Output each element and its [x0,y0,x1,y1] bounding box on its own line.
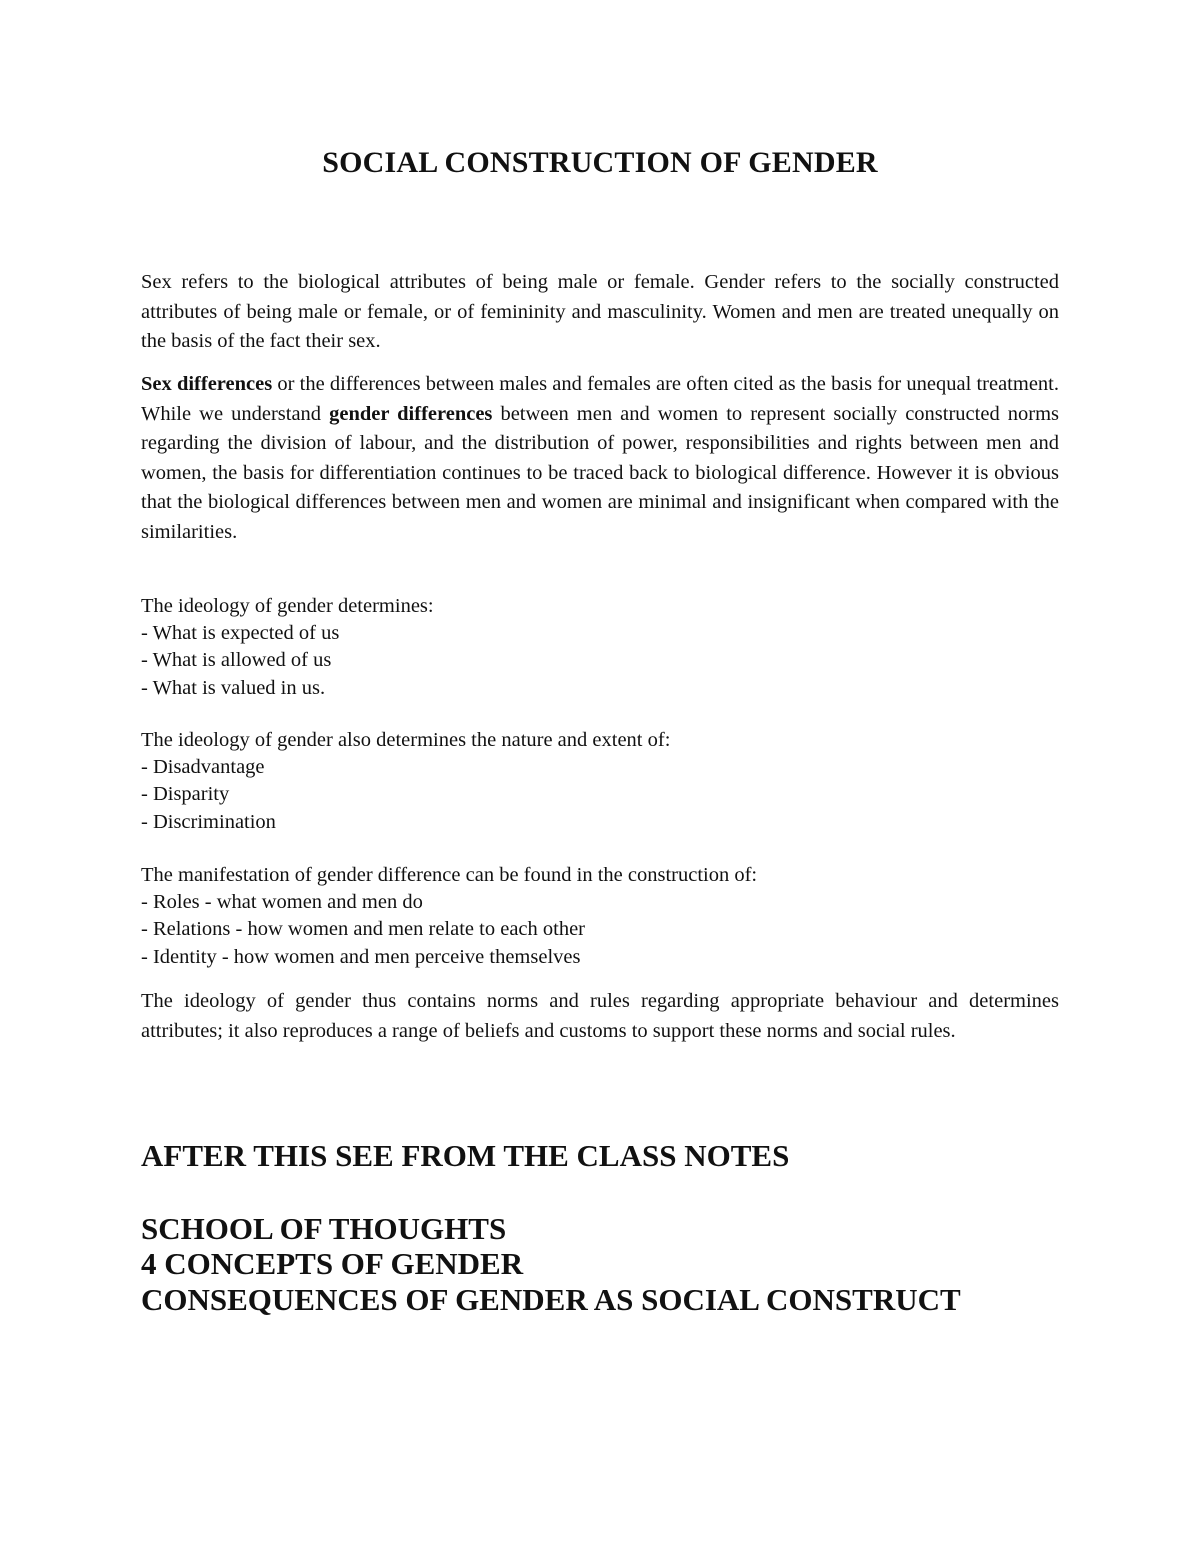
list-item: - Roles - what women and men do [141,891,423,914]
list-item: - Disparity [141,783,230,806]
document-title: SOCIAL CONSTRUCTION OF GENDER [322,146,878,179]
paragraph-ideology-norms: The ideology of gender thus contains norms and rules regarding appropriate behaviour and determines attributes; it also reproduces a range of beliefs and customs to support these norms and social rules. [141,990,1059,1042]
bold-term-sex-differences: Sex differences [141,373,273,395]
list-item: - Discrimination [141,810,276,833]
list-item: - What is expected of us [141,622,340,645]
list-item: - What is allowed of us [141,649,332,672]
paragraph-sex-gender-definition: Sex refers to the biological attributes of being male or female. Gender refers to the socially constructed attributes of being male or female, or of femininity and masculinity. Women and men are treated unequally on the basis of the fact their sex. [141,271,1059,352]
heading-consequences: CONSEQUENCES OF GENDER AS SOCIAL CONSTRUCT [141,1282,961,1317]
heading-after-class-notes: AFTER THIS SEE FROM THE CLASS NOTES [141,1138,790,1173]
list-item: - Relations - how women and men relate to each other [141,918,586,941]
list-item: - Identity - how women and men perceive themselves [141,945,581,968]
paragraph-text: or the differences between males and females are often cited as the basis for unequal treatment. While we understand [141,373,1059,425]
bold-term-gender-differences: gender differences [329,402,493,425]
list-item: - Disadvantage [141,756,265,779]
list-item: - What is valued in us. [141,676,326,699]
ideology-nature-extent-list [141,727,1059,836]
paragraph-sex-differences [141,370,1059,547]
paragraph-text: between men and women to represent socially constructed norms regarding the division of labour, and the distribution of power, responsibilities and rights between men and women, the basis for differentiation continues to be traced back to biological difference. However it is obvious that the biological differences between men and women are minimal and insignificant when compared with the similarities. [141,402,1059,543]
heading-school-of-thoughts: SCHOOL OF THOUGHTS [141,1211,507,1246]
list-intro: The ideology of gender also determines the nature and extent of: [141,729,671,751]
heading-concepts-of-gender: 4 CONCEPTS OF GENDER [141,1246,524,1281]
list-intro: The manifestation of gender difference can be found in the construction of: [141,864,758,886]
manifestation-list [141,862,1059,971]
list-intro: The ideology of gender determines: [141,595,434,617]
ideology-determines-list [141,593,1059,702]
